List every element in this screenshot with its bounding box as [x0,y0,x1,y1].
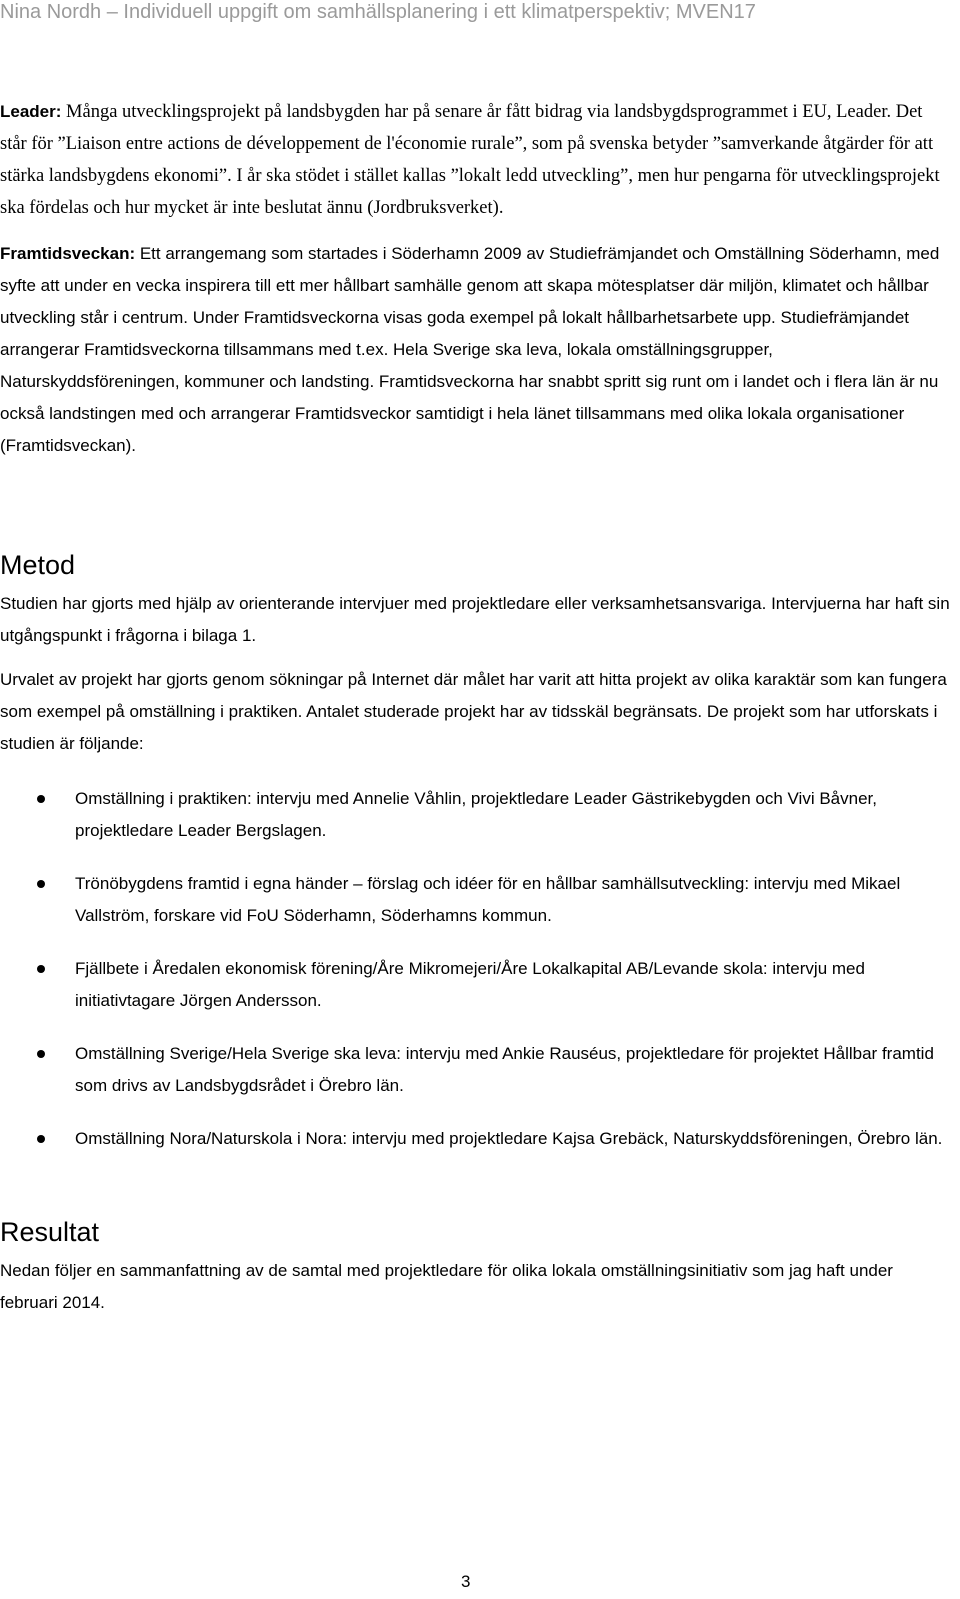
framtidsveckan-description: Ett arrangemang som startades i Söderhamn 2009 av Studiefrämjandet och Omställning Söderhamn, med syfte att under en vecka inspirera till ett mer hållbart samhälle genom att skapa mötesplatser där miljön, klimatet och hållbar utveckling står i centrum. Under Framtidsveckorna visas goda exempel på lokalt hållbarhetsarbete upp. Studiefrämjandet arrangerar Framtidsveckorna tillsammans med t.ex. Hela Sverige ska leva, lokala omställningsgrupper, Naturskyddsföreningen, kommuner och landsting. Framtidsveckorna har snabbt spritt sig runt om i landet och i flera län är nu också landstingen med och arrangerar Framtidsveckor samtidigt i hela länet tillsammans med olika lokala organisationer (Framtidsveckan). [0,244,940,455]
list-item-text: Omställning Sverige/Hela Sverige ska leva: intervju med Ankie Rauséus, projektledare för projektet Hållbar framtid som drivs av Landsbygdsrådet i Örebro län. [75,1044,934,1095]
bullet-icon [37,880,45,888]
list-item [0,953,950,1017]
bullet-icon [37,965,45,973]
leader-description: Många utvecklingsprojekt på landsbygden har på senare år fått bidrag via landsbygdsprogrammet i EU, Leader. Det står för ”Liaison entre actions de développement de l'économie rurale”, som på svenska betyder ”samverkande åtgärder för att stärka landsbygdens ekonomi”. I år ska stödet i stället kallas ”lokalt ledd utveckling”, men hur pengarna för utvecklingsprojekt ska fördelas och hur mycket är inte beslutat ännu (Jordbruksverket). [0,102,940,218]
list-item [0,1038,950,1102]
list-item [0,783,950,847]
list-item-text: Trönöbygdens framtid i egna händer – förslag och idéer för en hållbar samhällsutveckling: intervju med Mikael Vallström, forskare vid FoU Söderhamn, Söderhamns kommun. [75,874,901,925]
leader-term: Leader: [0,102,62,121]
metod-paragraph-2: Urvalet av projekt har gjorts genom sökningar på Internet där målet har varit att hitta projekt av olika karaktär som kan fungera som exempel på omställning i praktiken. Antalet studerade projekt har av tidsskäl begränsats. De projekt som har utforskats i studien är följande: [0,670,947,753]
list-item [0,868,950,932]
list-item-text: Fjällbete i Åredalen ekonomisk förening/Åre Mikromejeri/Åre Lokalkapital AB/Levande skola: intervju med initiativtagare Jörgen Andersson. [75,959,865,1010]
list-item-text: Omställning i praktiken: intervju med Annelie Våhlin, projektledare Leader Gästrikebygden och Vivi Båvner, projektledare Leader Bergslagen. [75,789,877,840]
framtidsveckan-paragraph [0,238,950,462]
resultat-paragraph: Nedan följer en sammanfattning av de samtal med projektledare för olika lokala omställningsinitiativ som jag haft under februari 2014. [0,1261,893,1312]
leader-paragraph [0,96,950,224]
metod-heading: Metod [0,550,76,580]
project-list [0,783,950,1155]
resultat-heading: Resultat [0,1217,100,1247]
page-number: 3 [461,1572,471,1591]
metod-paragraph-1: Studien har gjorts med hjälp av orienterande intervjuer med projektledare eller verksamhetsansvariga. Intervjuerna har haft sin utgångspunkt i frågorna i bilaga 1. [0,594,950,645]
bullet-icon [37,1135,45,1143]
framtidsveckan-term: Framtidsveckan: [0,244,136,263]
bullet-icon [37,1050,45,1058]
bullet-icon [37,795,45,803]
list-item [0,1123,950,1155]
running-header: Nina Nordh – Individuell uppgift om samhällsplanering i ett klimatperspektiv; MVEN17 [0,1,756,23]
list-item-text: Omställning Nora/Naturskola i Nora: intervju med projektledare Kajsa Grebäck, Naturskyddsföreningen, Örebro län. [75,1129,943,1148]
page-content [0,96,950,1319]
